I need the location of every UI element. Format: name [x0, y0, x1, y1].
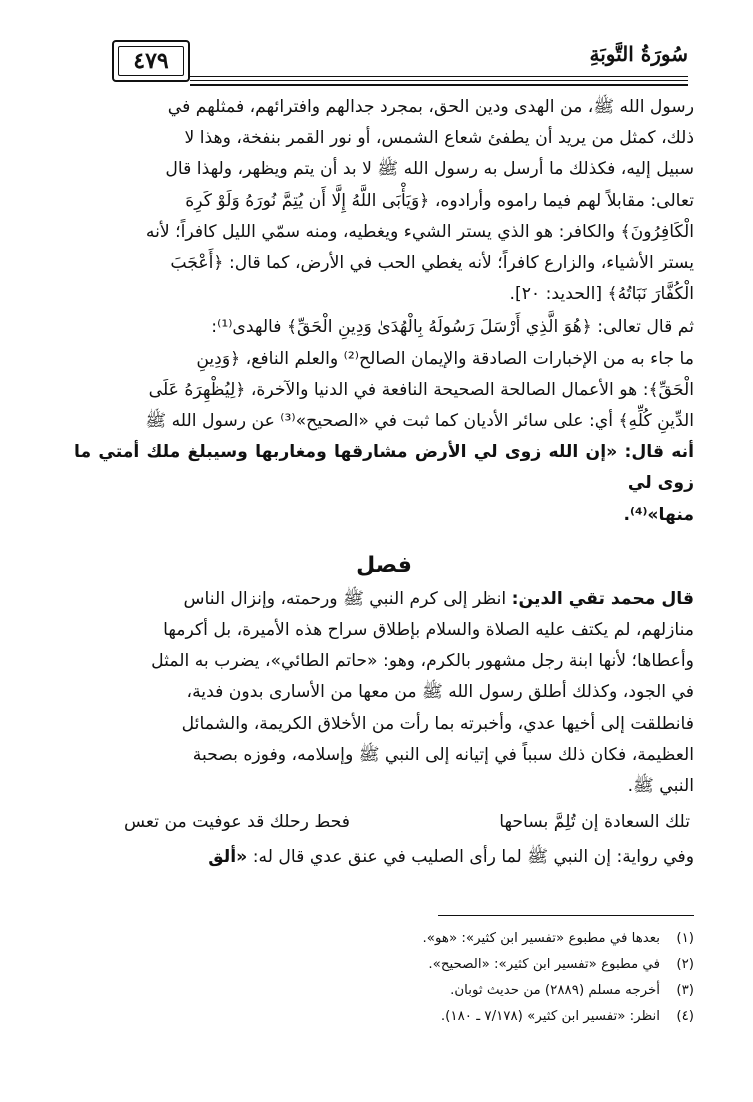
text-line: العظيمة، فكان ذلك سبباً في إتيانه إلى النبي ﷺ وإسلامه، وفوزه بصحبة: [192, 744, 694, 765]
text-line: تعالى: مقابلاً لهم فيما راموه وأرادوه، ﴿وَيَأْبَى اللَّهُ إِلَّا أَن يُتِمَّ نُورَهُ وَلَوْ كَرِهَ: [185, 190, 694, 211]
header-rule: [190, 84, 688, 86]
paragraph: [74, 92, 694, 310]
section-title: فصل: [356, 552, 412, 578]
page-header: [92, 38, 688, 90]
text-line: الْكَافِرُونَ﴾ والكافر: هو الذي يستر الشيء ويغطيه، ومنه سمّي الليل كافراً؛ لأنه: [145, 221, 694, 242]
footnote: [74, 926, 694, 952]
footnote: [74, 952, 694, 978]
hemistich-right: تلك السعادة إن تُلِمَّ بساحها: [499, 812, 690, 833]
page-number: ٤٧٩: [133, 48, 169, 74]
author-lead: قال محمد تقي الدين:: [511, 588, 694, 609]
surah-title: سُورَةُ التَّوبَةِ: [589, 42, 688, 66]
text-line: ما جاء به من الإخبارات الصادقة والإيمان الصالح⁽²⁾ والعلم النافع، ﴿وَدِينِ: [196, 348, 694, 369]
paragraph: [74, 312, 694, 530]
text-line: ثم قال تعالى: ﴿هُوَ الَّذِي أَرْسَلَ رَسُولَهُ بِالْهُدَىٰ وَدِينِ الْحَقِّ﴾ فالهدى⁽¹⁾:: [211, 317, 694, 338]
text-line: [74, 584, 694, 615]
footnote-number: (٣): [676, 983, 694, 998]
text-line: في الجود، وكذلك أطلق رسول الله ﷺ من معها من الأسارى بدون فدية،: [186, 682, 694, 703]
footnote-number: (١): [676, 931, 694, 946]
footnotes: [74, 926, 694, 1030]
footnote-number: (٤): [676, 1009, 694, 1024]
footnote-text: انظر: «تفسير ابن كثير» (٧/١٧٨ ـ ١٨٠).: [440, 1009, 660, 1024]
text-line: الدِّينِ كُلِّهِ﴾ أي: على سائر الأديان كما ثبت في «الصحيح»⁽³⁾ عن رسول الله ﷺ: [145, 411, 694, 432]
text-span: انظر إلى كرم النبي ﷺ ورحمته، وإنزال الناس: [183, 588, 512, 609]
footnote-text: في مطبوع «تفسير ابن كثير»: «الصحيح».: [428, 957, 660, 972]
text-span-bold: «ألق: [208, 847, 248, 868]
footnote: [74, 1004, 694, 1030]
hadith-line: أنه قال: «إن الله زوى لي الأرض مشارقها ومغاربها وسيبلغ ملك أمتي ما زوى لي: [74, 442, 694, 494]
hemistich-left: فحط رحلك قد عوفيت من تعس: [124, 812, 350, 833]
text-line: سبيل إليه، فكذلك ما أرسل به رسول الله ﷺ لا بد أن يتم ويظهر، ولهذا قال: [165, 159, 694, 180]
main-text: [74, 92, 694, 874]
text-line: ذلك، كمثل من يريد أن يطفئ شعاع الشمس، أو نور القمر بنفخة، وهذا لا: [184, 128, 694, 149]
text-line: فانطلقت إلى أخيها عدي، وأخبرته بما رأت من الأخلاق الكريمة، والشمائل: [181, 713, 694, 734]
text-line: منازلهم، لم يكتف عليه الصلاة والسلام بإطلاق سراح هذه الأميرة، بل أكرمها: [163, 620, 694, 641]
hadith-line: منها»⁽⁴⁾.: [623, 504, 694, 525]
text-line: يستر الأشياء، والزارع كافراً؛ لأنه يغطي الحب في الأرض، كما قال: ﴿أَعْجَبَ: [170, 253, 694, 274]
text-line: رسول الله ﷺ، من الهدى ودين الحق، بمجرد جدالهم وافترائهم، فمثلهم في: [167, 97, 694, 117]
footnote: [74, 978, 694, 1004]
text-line: الْحَقِّ﴾: هو الأعمال الصالحة الصحيحة النافعة في الدنيا والآخرة، ﴿لِيُظْهِرَهُ عَلَى: [148, 379, 694, 400]
footnote-text: أخرجه مسلم (٢٨٨٩) من حديث ثوبان.: [450, 983, 660, 998]
footnote-number: (٢): [676, 957, 694, 972]
footnote-text: بعدها في مطبوع «تفسير ابن كثير»: «هو».: [422, 931, 660, 946]
header-rule: [190, 76, 688, 77]
riwaya-line: [74, 840, 694, 874]
footnote-separator: [438, 915, 694, 916]
text-span: وفي رواية: إن النبي ﷺ لما رأى الصليب في عنق عدي قال له:: [247, 847, 694, 868]
poetry-verse: [74, 804, 694, 840]
paragraph: [74, 584, 694, 802]
text-line: وأعطاها؛ لأنها ابنة رجل مشهور بالكرم، وهو: «حاتم الطائي»، يضرب به المثل: [151, 651, 694, 672]
header-rule: [190, 80, 688, 81]
page-number-frame: [112, 40, 190, 82]
text-line: النبي ﷺ.: [627, 776, 694, 797]
text-line: الْكُفَّارَ نَبَاتُهُ﴾ [الحديد: ٢٠].: [509, 284, 694, 305]
